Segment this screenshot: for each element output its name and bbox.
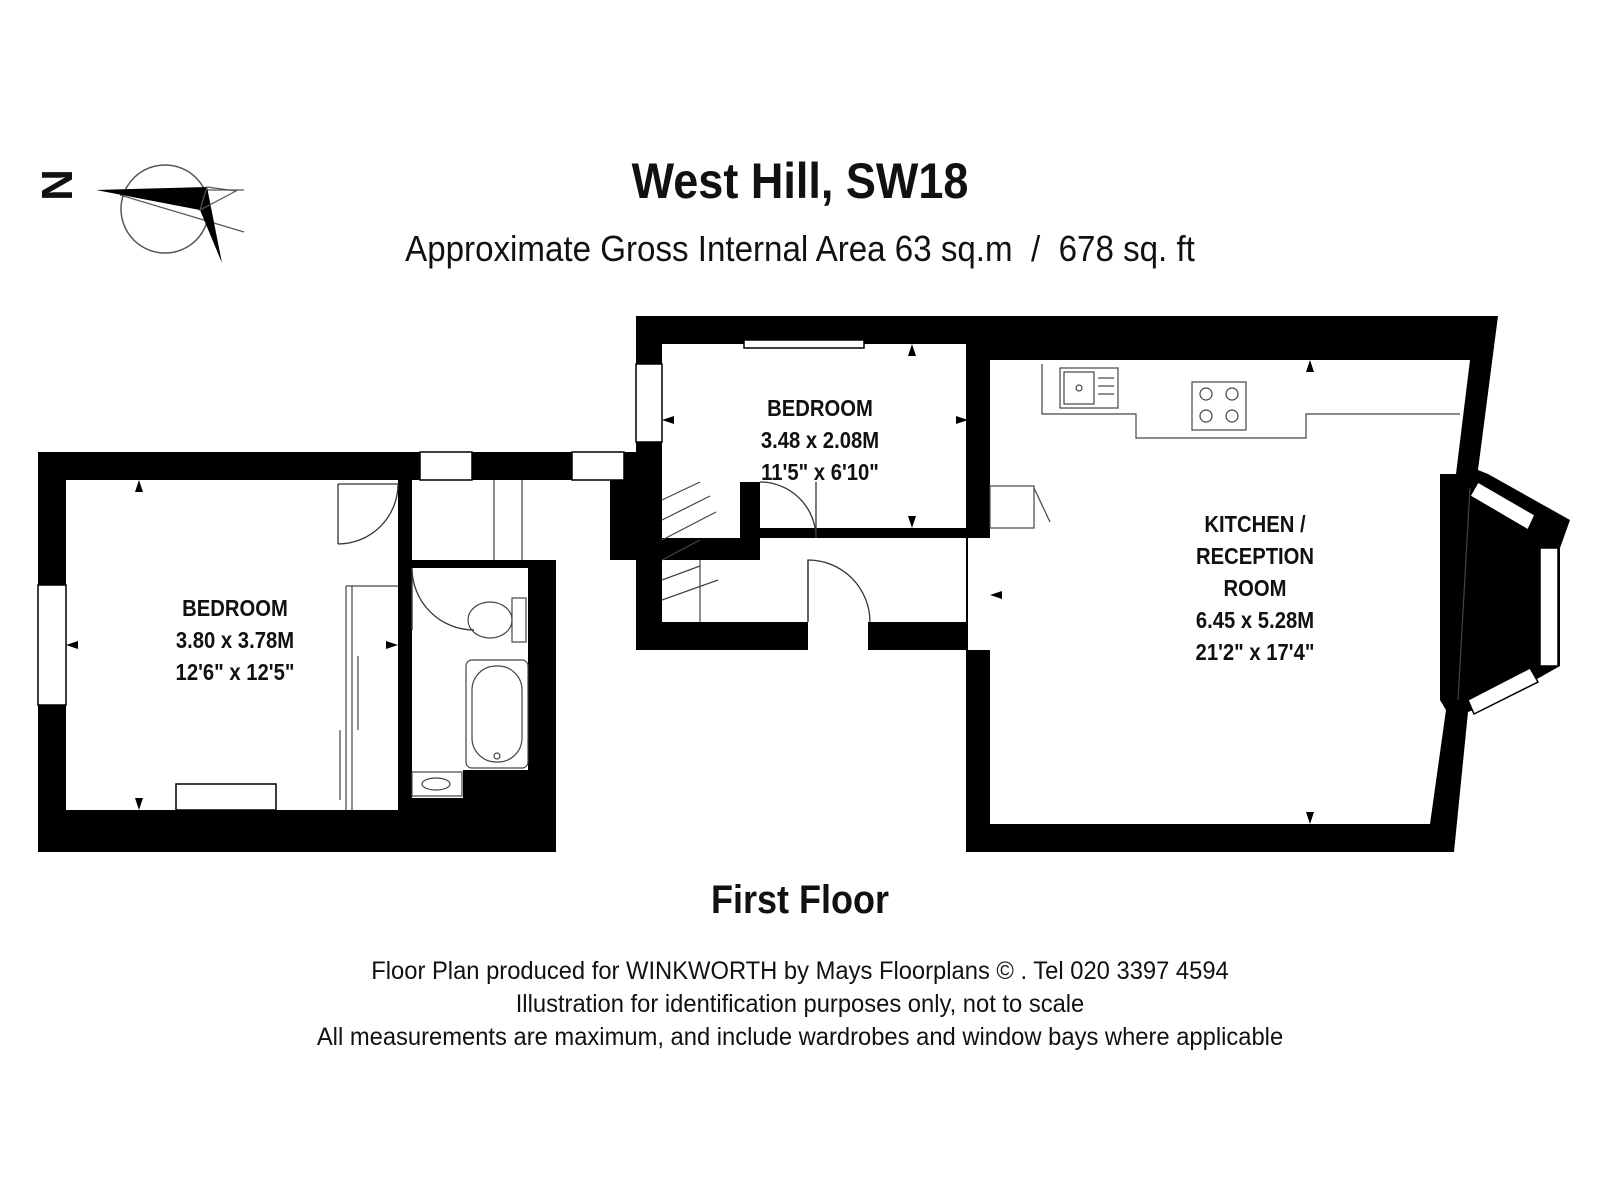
footer-line-1: Floor Plan produced for WINKWORTH by Mays Floorplans © . Tel 020 3397 4594 xyxy=(371,957,1229,985)
hall-wall-right xyxy=(868,622,968,650)
room-name-line1: KITCHEN / xyxy=(1204,511,1306,537)
footer-line-3: All measurements are maximum, and include wardrobes and window bays where applicable xyxy=(316,1023,1284,1051)
north-arrow-icon xyxy=(96,165,244,263)
door-swings xyxy=(338,482,870,630)
compass-label: N xyxy=(32,169,82,201)
windows xyxy=(38,340,864,810)
hall-wall-left xyxy=(648,622,808,650)
room-name: BEDROOM xyxy=(182,595,288,621)
room-name-line2: RECEPTION xyxy=(1195,543,1315,569)
floor-label: First Floor xyxy=(710,878,890,922)
room-imperial: 11'5" x 6'10" xyxy=(761,459,879,485)
room-label-bedroom-top xyxy=(745,392,895,488)
room-label-bedroom-left xyxy=(160,592,310,688)
plan-title: West Hill, SW18 xyxy=(631,153,969,209)
room-imperial: 21'2" x 17'4" xyxy=(1195,639,1315,665)
area-subtitle: Approximate Gross Internal Area 63 sq.m / 678 sq. ft xyxy=(405,228,1195,269)
room-name: BEDROOM xyxy=(767,395,873,421)
room-metric: 6.45 x 5.28M xyxy=(1195,607,1315,633)
room-name-line3: ROOM xyxy=(1223,575,1287,601)
footer-line-2: Illustration for identification purposes only, not to scale xyxy=(515,990,1085,1018)
room-metric: 3.48 x 2.08M xyxy=(760,427,880,453)
room-imperial: 12'6" x 12'5" xyxy=(175,659,295,685)
room-metric: 3.80 x 3.78M xyxy=(175,627,295,653)
room-label-kitchen xyxy=(1171,508,1338,668)
